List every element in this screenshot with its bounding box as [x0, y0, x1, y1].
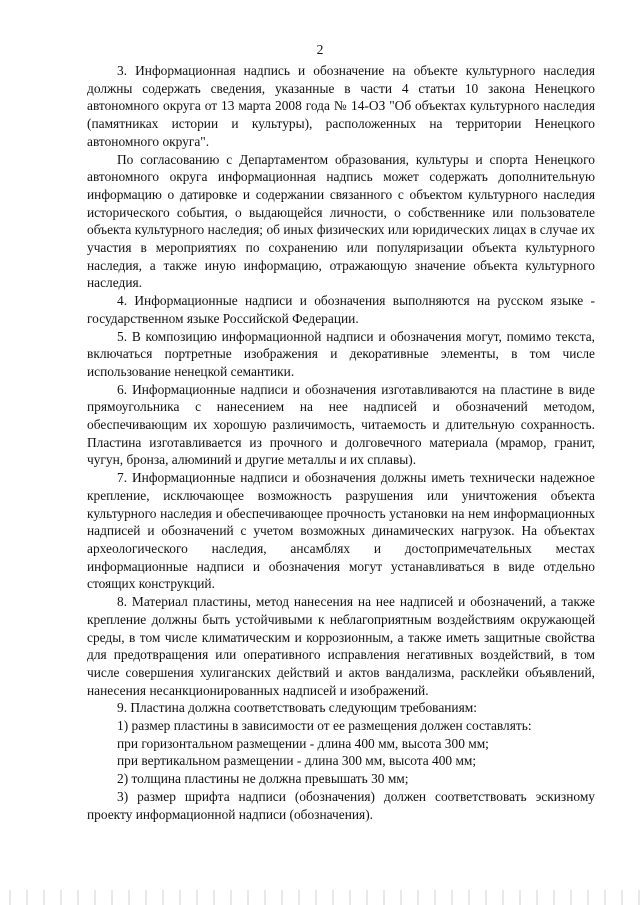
paragraph-3-additional-info: По согласованию с Департаментом образования, культуры и спорта Ненецкого автономного округа информационная надпись может содержать дополнительную информацию о датировке и содержании связанного с объектом культурного наследия исторического события, о выдающейся личности, о собственнике или пользователе объекта культурного наследия; об иных физических или юридических лицах в случае их участия в мероприятиях по сохранению или популяризации объекта культурного наследия, а также иную информацию, отражающую значение объекта культурного наследия. — [87, 151, 595, 291]
requirement-3: 3) размер шрифта надписи (обозначения) должен соответствовать эскизному проекту информационной надписи (обозначения). — [87, 788, 595, 822]
paragraph-7: 7. Информационные надписи и обозначения должны иметь технически надежное крепление, исключающее возможность разрушения или уничтожения объекта культурного наследия и обеспечивающее прочность установки на нем информационных надписей и обозначений с учетом возможных динамических нагрузок. На объектах археологического наследия, ансамблях и достопримечательных местах информационные надписи и обозначения могут устанавливаться в виде отдельно стоящих конструкций. — [87, 470, 595, 592]
paragraph-4: 4. Информационные надписи и обозначения выполняются на русском языке - государственном языке Российской Федерации. — [87, 293, 595, 326]
page-number: 2 — [316, 42, 324, 57]
requirement-1-horizontal: при горизонтальном размещении - длина 400 мм, высота 300 мм; — [117, 735, 489, 751]
scan-bottom-edge — [0, 890, 640, 905]
paragraph-3: 3. Информационная надпись и обозначение на объекте культурного наследия должны содержать сведения, указанные в части 4 статьи 10 закона Ненецкого автономного округа от 13 марта 2008 года № 14-ОЗ "Об объектах культурного наследия (памятниках истории и культуры), расположенных на территории Ненецкого автономного округа". — [87, 63, 595, 149]
paragraph-6: 6. Информационные надписи и обозначения изготавливаются на пластине в виде прямоугольника с нанесением на нее надписей и обозначений методом, обеспечивающим их хорошую различимость, читаемость и длительную сохранность. Пластина изготавливается из прочного и долговечного материала (мрамор, гранит, чугун, бронза, алюминий и другие металлы и их сплавы). — [87, 381, 595, 468]
paragraph-9-intro: 9. Пластина должна соответствовать следующим требованиям: — [117, 700, 477, 716]
requirement-1-vertical: при вертикальном размещении - длина 300 мм, высота 400 мм; — [117, 753, 477, 769]
paragraph-5: 5. В композицию информационной надписи и обозначения могут, помимо текста, включаться портретные изображения и декоративные элементы, в том числе использование ненецкой семантики. — [87, 328, 595, 379]
requirement-1: 1) размер пластины в зависимости от ее размещения должен составлять: — [117, 718, 532, 734]
paragraph-8: 8. Материал пластины, метод нанесения на нее надписей и обозначений, а также крепление должны быть устойчивыми к неблагоприятным воздействиям окружающей среды, в том числе климатическим и коррозионным, а также иметь защитные свойства для предотвращения или оперативного исправления негативных воздействий, в том числе совершения хулиганских действий и актов вандализма, расклейки объявлений, нанесения несанкционированных надписей и изображений. — [87, 594, 595, 698]
document-body — [87, 62, 595, 823]
requirement-2: 2) толщина пластины не должна превышать 30 мм; — [117, 771, 409, 787]
